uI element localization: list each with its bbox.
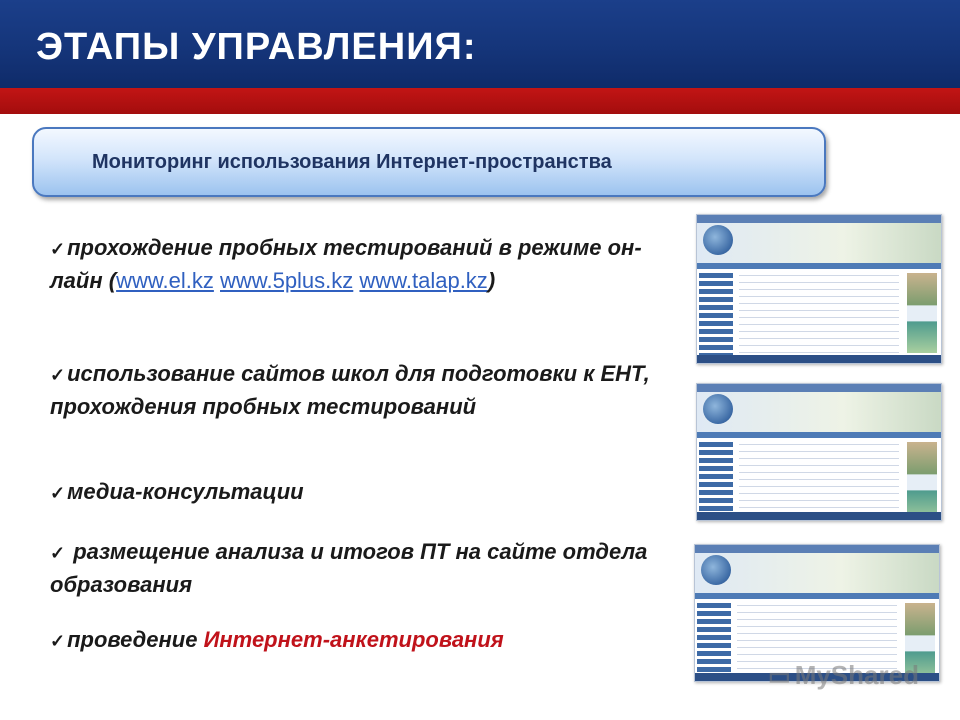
- check-icon: ✓: [50, 543, 66, 563]
- check-icon: ✓: [50, 631, 66, 651]
- site-logo-icon: [701, 555, 731, 585]
- bullet-text: проведение: [67, 627, 204, 652]
- site-logo-icon: [703, 225, 733, 255]
- bullet-text: использование сайтов школ для подготовки к ЕНТ, прохождения пробных тестирований: [50, 361, 650, 419]
- watermark: [768, 660, 919, 691]
- link-talap-kz[interactable]: www.talap.kz: [359, 268, 488, 293]
- bullet-school-sites: [50, 358, 690, 423]
- page-title: ЭТАПЫ УПРАВЛЕНИЯ:: [36, 26, 477, 68]
- check-icon: ✓: [50, 483, 66, 503]
- check-icon: ✓: [50, 239, 66, 259]
- check-icon: ✓: [50, 365, 66, 385]
- bullet-text-close: ): [487, 268, 496, 293]
- section-banner: [32, 127, 826, 197]
- bullet-text: медиа-консультации: [67, 479, 304, 504]
- bullet-text: прохождение пробных тестирований в режиме он-лайн (: [50, 235, 642, 293]
- bullet-analysis-posting: [50, 536, 690, 601]
- website-screenshot-1: [696, 214, 942, 364]
- watermark-text: MyShared: [794, 660, 919, 690]
- banner-text: Мониторинг использования Интернет-пространства: [92, 151, 612, 173]
- header-bar: [0, 0, 960, 88]
- site-logo-icon: [703, 394, 733, 424]
- website-screenshot-2: [696, 383, 942, 521]
- presentation-icon: ▭: [768, 663, 791, 690]
- bullet-media-consult: [50, 476, 690, 509]
- bullet-text-highlight: Интернет-анкетирования: [203, 627, 504, 652]
- bullet-internet-survey: [50, 624, 690, 657]
- red-stripe: [0, 88, 960, 114]
- bullet-text: размещение анализа и итогов ПТ на сайте отдела образования: [50, 539, 648, 597]
- link-5plus-kz[interactable]: www.5plus.kz: [220, 268, 354, 293]
- bullet-online-tests: [50, 232, 690, 297]
- link-el-kz[interactable]: www.el.kz: [116, 268, 214, 293]
